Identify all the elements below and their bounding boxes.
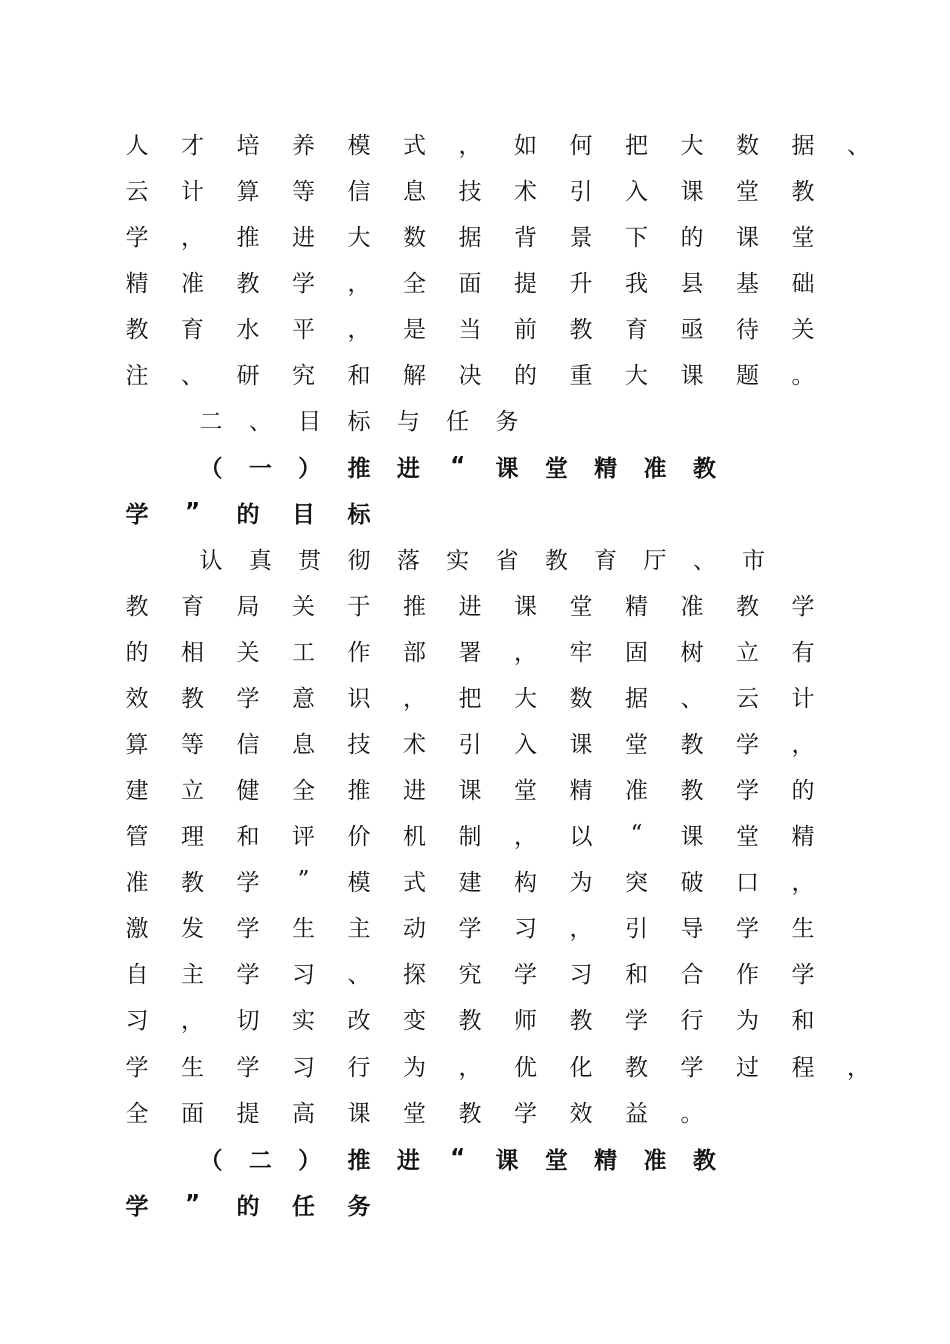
document-page: 人 才 培 养 模 式 ， 如 何 把 大 数 据 、 云 计 算 等 信 息 技 术 引 入 课 堂 教 学 ， 推 进 大 数 据 背 景 下 的 课 堂 精 准 教 学 ， 全 面 提 升 我 县 基 础 教 育 水 平 ， 是 当 前 教 育 亟 待 关 注 、 研 究 和 解 决 的 重 大 课 题 。 二 、 目 标 与 任 务 （ 一 ） 推 进 “ 课 堂 精 准 教 学 ” 的 目 标 认 真 贯 彻 落 实 省 教 育 厅 、 市 教 育 局 关 于 推 进 课 堂 精 准 教 学 的 相 关 工 作 部 署 ， 牢 固 树 立 有 效 教 学 意 识 ， 把 大 数 据 、 云 计 算 等 信 息 技 术 引 入 课 堂 教 学 ， 建 立 健 全 推 进 课 堂 精 准 教 学 的 管 理 和 评 价 机 制 ， 以 “ 课 堂 精 准 教 学 ” 模 式 建 构 为 突 破 口 ， 激 发 学 生 主 动 学 习 ， 引 导 学 生 自 主 学 习 、 探 究 学 习 和 合 作 学 习 ， 切 实 改 变 教 师 教 学 行 为 和 学 生 学 习 行 为 ， 优 化 教 学 过 程 ， 全 面 提 高 课 堂 教 学 效 益 。 （ 二 ） 推 进 “ 课 堂 精 准 教 学 ” 的 任 务 [0,0,950,1344]
